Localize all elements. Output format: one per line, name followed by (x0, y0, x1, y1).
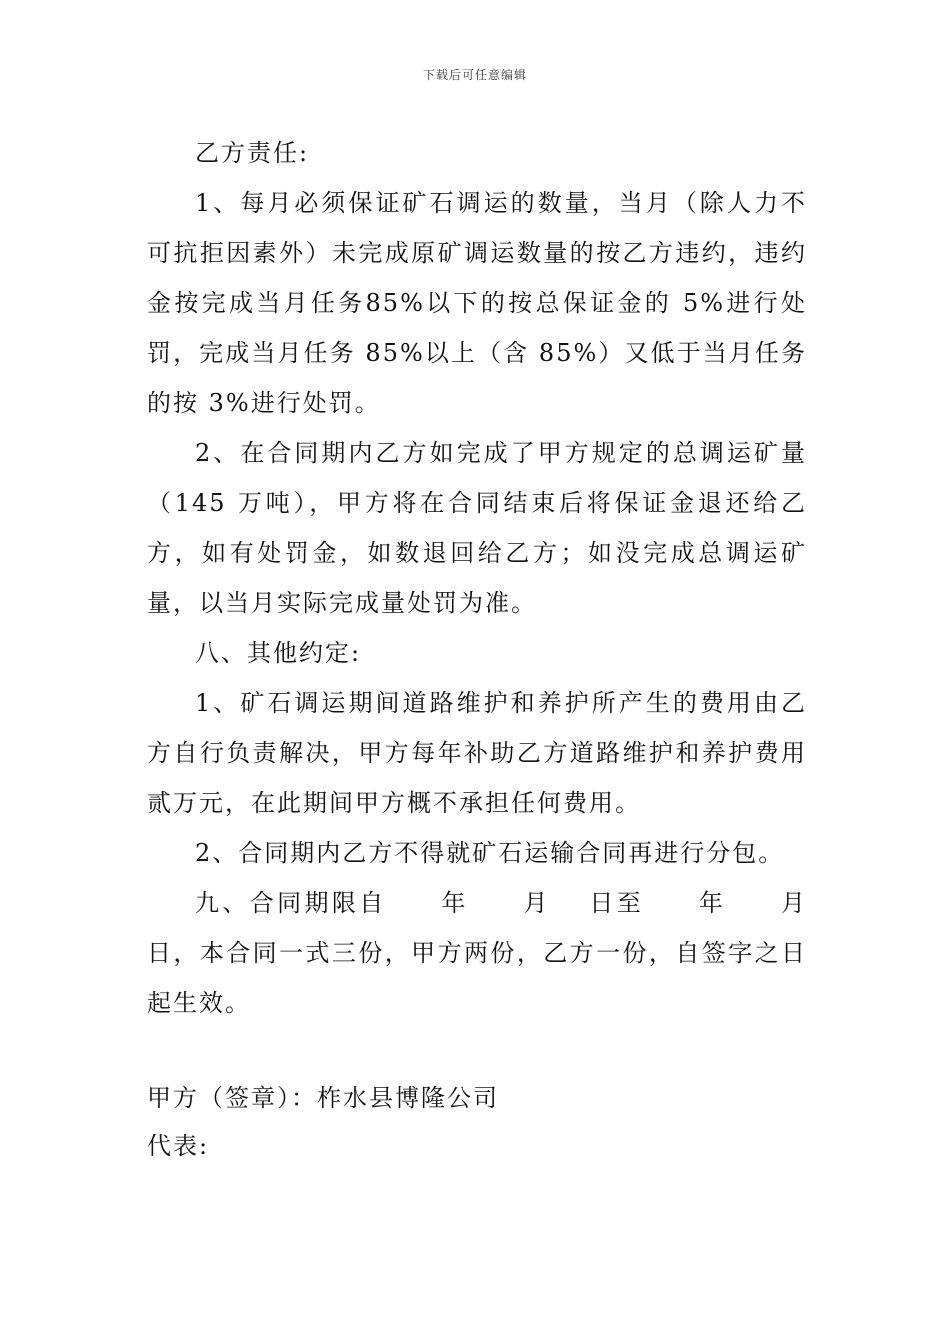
clause-contract-term: 九、合同期限自 年 月 日至 年 月 日，本合同一式三份，甲方两份，乙方一份，自签字之日起生效。 (147, 889, 843, 1017)
section-heading-party-b-duties: 乙方责任: (195, 139, 310, 167)
document-body (147, 128, 843, 1170)
section-heading-other-agreements: 八、其他约定: (195, 639, 362, 667)
page-header-note: 下载后可任意编辑 (422, 68, 527, 82)
clause-deposit-refund: 2、在合同期内乙方如完成了甲方规定的总调运矿量（145 万吨），甲方将在合同结束后将保证金退还给乙方，如有处罚金，如数退回给乙方；如没完成总调运矿量，以当月实际完成量处罚为准。 (147, 439, 807, 617)
clause-road-maintenance: 1、矿石调运期间道路维护和养护所产生的费用由乙方自行负责解决，甲方每年补助乙方道路维护和养护费用贰万元，在此期间甲方概不承担任何费用。 (147, 689, 807, 817)
clause-no-subcontracting: 2、合同期内乙方不得就矿石运输合同再进行分包。 (195, 839, 785, 867)
spacer (147, 1028, 807, 1074)
signature-representative: 代表: (147, 1132, 210, 1160)
clause-monthly-quota: 1、每月必须保证矿石调运的数量，当月（除人力不可抗拒因素外）未完成原矿调运数量的按乙方违约，违约金按完成当月任务85%以下的按总保证金的 5%进行处罚，完成当月任务 85%以上（含 85%）又低于当月任务的按 3%进行处罚。 (147, 189, 807, 417)
signature-party-a: 甲方（签章）：柞水县博隆公司 (147, 1084, 499, 1112)
